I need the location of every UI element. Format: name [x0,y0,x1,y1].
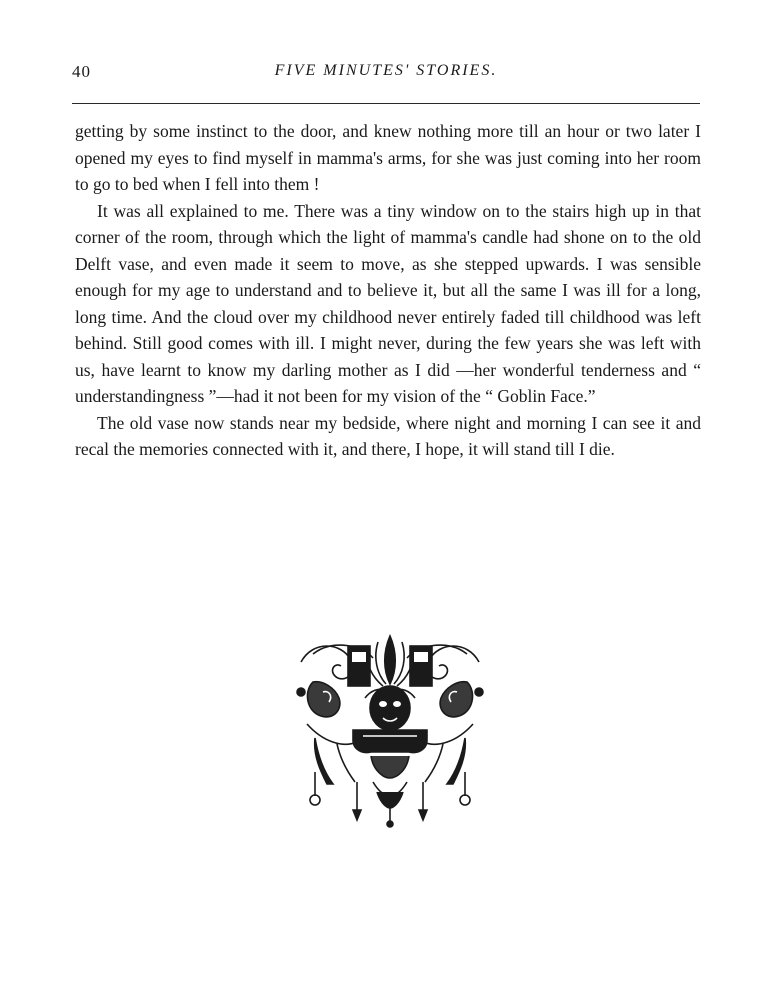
running-head [72,62,700,86]
header-rule [72,103,700,104]
body-text [75,118,701,463]
paragraph: The old vase now stands near my bedside, where night and morning I can see it and recal the memories connected with it, and there, I hope, it will stand till I die. [75,412,701,459]
tailpiece-ornament-icon [293,632,487,828]
page-number: 40 [72,62,91,81]
running-title: FIVE MINUTES' STORIES. [274,62,498,79]
paragraph-continued: getting by some instinct to the door, and knew nothing more till an hour or two later I opened my eyes to find myself in mamma's arms, for she was just coming into her room to go to bed when I fell into them ! [75,121,701,194]
paragraph: It was all explained to me. There was a tiny window on to the stairs high up in that corner of the room, through which the light of mamma's candle had shone on to the old Delft vase, and even made it seem to move, as she stepped upwards. I was sensible enough for my age to understand and to believe it, but all the same I was ill for a long, long time. And the cloud over my childhood never entirely faded till childhood was left behind. Still good comes with ill. I might never, during the few years she was left with us, have learnt to know my darling mother as I did —her wonderful tenderness and “ understandingness ”—had it not been for my vision of the “ Goblin Face.” [75,200,701,406]
